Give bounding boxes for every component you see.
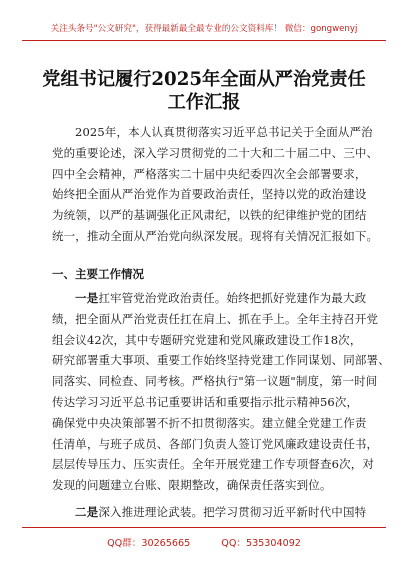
qq-text: QQ：535304092	[221, 538, 301, 549]
paragraph-line: 传达学习习近平总书记重要讲话和重要指示批示精神56次，	[52, 394, 359, 409]
item-lead-text: 深入推进理论武装。把学习贯彻习近平新时代中国特	[98, 505, 367, 519]
paragraph-first-line	[52, 502, 368, 523]
header-banner: 关注头条号"公文研究"，获得最新最全最专业的公文资料库！ 微信：gongwenyj	[50, 24, 358, 34]
paragraph-line: 组会议42次，其中专题研究党建和党风廉政建设工作18次，	[52, 332, 362, 347]
qq-group-text: QQ群：30265665	[107, 538, 191, 549]
paragraph-line: 任清单，与班子成员、各部门负责人签订党风廉政建设责任书，	[52, 436, 379, 451]
paragraph-line: 统一，推动全面从严治党向纵深发展。现将有关情况汇报如下。	[52, 228, 379, 243]
paragraph-line: 研究部署重大事项、重要工作始终坚持党建工作同谋划、同部署、	[52, 353, 390, 368]
paragraph-line: 2025年，本人认真贯彻落实习近平总书记关于全面从严治	[75, 125, 373, 139]
section-heading: 一、主要工作情况	[52, 267, 144, 281]
title-line: 党组书记履行2025年全面从严治党责任	[42, 69, 366, 90]
item-one-paragraph	[52, 288, 390, 496]
paragraph-line: 发现的问题建立台账、限期整改，确保责任落实到位。	[52, 478, 332, 493]
paragraph-line: 党的重要论述，深入学习贯彻党的二十大和二十届二中、三中、	[52, 145, 379, 160]
item-lead: 一是	[75, 291, 99, 305]
paragraph-line: 确保党中央决策部署不折不扣贯彻落实。建立健全党建工作责	[52, 415, 367, 430]
paragraph-line: 为统领，以严的基调强化正风肃纪，以铁的纪律维护党的团结	[52, 208, 367, 223]
document-title	[20, 68, 388, 114]
paragraph-line: 层层传导压力、压实责任。全年开展党建工作专项督查6次，对	[52, 457, 375, 472]
title-line: 工作汇报	[167, 92, 241, 113]
paragraph-line: 四中全会精神，严格落实二十届中央纪委四次全会部署要求，	[52, 166, 367, 181]
paragraph-first-line	[52, 288, 368, 309]
intro-paragraph	[52, 122, 379, 247]
item-lead: 二是	[75, 505, 99, 519]
item-two-paragraph	[52, 502, 368, 523]
paragraph-line: 始终把全面从严治党作为首要政治责任，坚持以党的政治建设	[52, 187, 367, 202]
header-divider	[22, 40, 386, 41]
footer-contact	[0, 535, 408, 549]
footer-divider	[22, 527, 386, 528]
item-lead-text: 扛牢管党治党政治责任。始终把抓好党建作为最大政	[98, 291, 367, 305]
paragraph-line: 绩，把全面从严治党责任扛在肩上、抓在手上。全年主持召开党	[52, 311, 379, 326]
paragraph-line: 同落实、同检查、同考核。严格执行"第一议题"制度，第一时间	[52, 374, 378, 389]
